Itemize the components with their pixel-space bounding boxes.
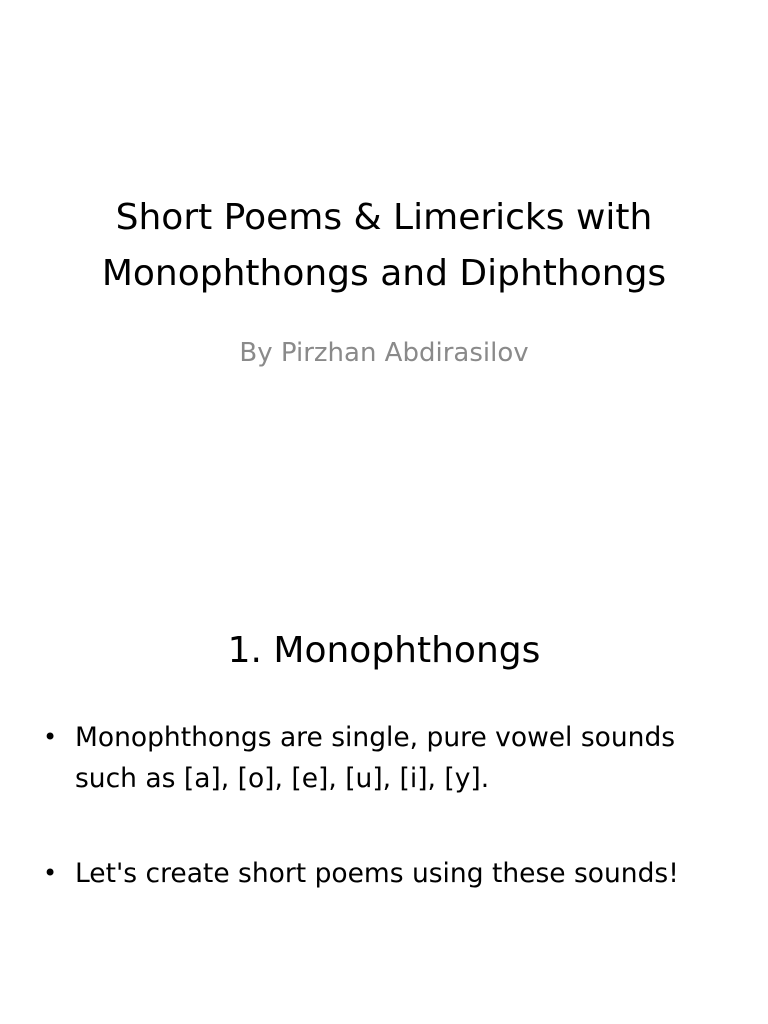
bullet-item-invitation xyxy=(40,853,728,894)
bullet-text-line: Let's create short poems using these sounds! xyxy=(75,858,679,889)
bullet-list xyxy=(40,717,728,894)
author-subtitle: By Pirzhan Abdirasilov xyxy=(239,338,529,368)
presentation-title xyxy=(40,190,728,302)
section-title: 1. Monophthongs xyxy=(227,630,541,671)
bullet-point-icon: • xyxy=(43,859,58,887)
bullet-item-definition xyxy=(40,717,728,799)
title-line-2: Monophthongs and Diphthongs xyxy=(101,253,667,294)
monophthongs-slide xyxy=(0,512,768,1024)
bullet-text-line: such as [a], [o], [e], [u], [i], [y]. xyxy=(75,763,490,794)
bullet-text-line: Monophthongs are single, pure vowel sounds xyxy=(75,722,676,753)
title-line-1: Short Poems & Limericks with xyxy=(115,197,653,238)
bullet-point-icon: • xyxy=(43,723,58,751)
